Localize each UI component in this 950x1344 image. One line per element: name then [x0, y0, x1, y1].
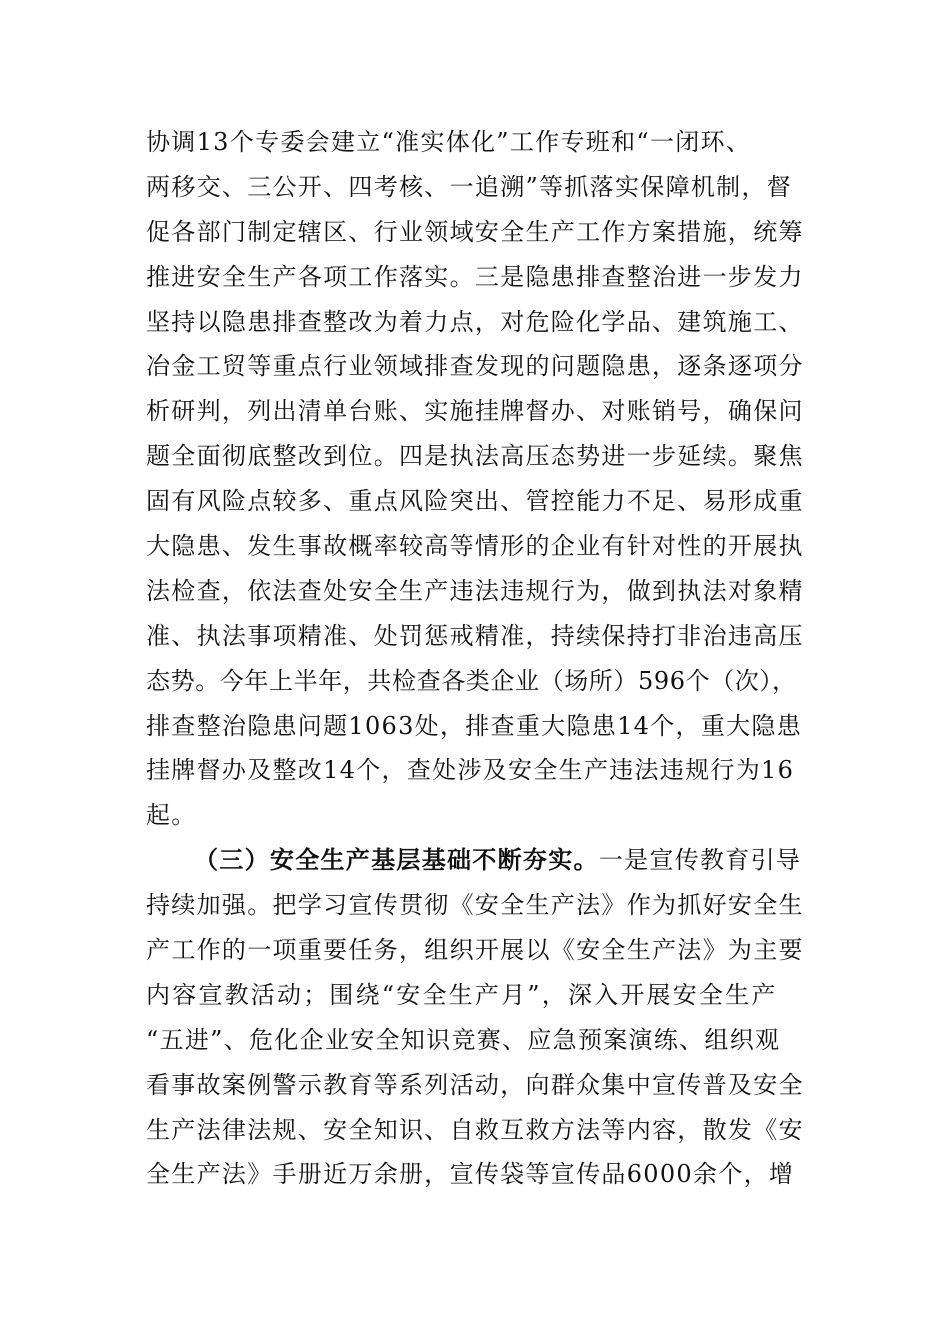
paragraph-line: 持续加强。把学习宣传贯彻《安全生产法》作为抓好安全生 — [146, 891, 804, 920]
paragraph-line: 准、执法事项精准、处罚惩戒精准，持续保持打非治违高压 — [146, 621, 804, 650]
paragraph-line: 题全面彻底整改到位。四是执法高压态势进一步延续。聚焦 — [146, 442, 804, 471]
paragraph-line: 固有风险点较多、重点风险突出、管控能力不足、易形成重 — [146, 487, 804, 516]
paragraph-line: 大隐患、发生事故概率较高等情形的企业有针对性的开展执 — [146, 532, 804, 561]
document-body — [146, 120, 830, 1197]
section-heading-line — [146, 838, 830, 883]
paragraph-line: 内容宣教活动；围绕“安全生产月”，深入开展安全生产 — [146, 980, 778, 1009]
section-heading-continuation: 一是宣传教育引导 — [598, 846, 802, 875]
paragraph-line: 推进安全生产各项工作落实。三是隐患排查整治进一步发力 — [146, 262, 804, 291]
paragraph-line: 促各部门制定辖区、行业领域安全生产工作方案措施，统筹 — [146, 217, 804, 246]
paragraph-line: 冶金工贸等重点行业领域排查发现的问题隐患，逐条逐项分 — [146, 352, 804, 381]
paragraph-line: 看事故案例警示教育等系列活动，向群众集中宣传普及安全 — [146, 1070, 804, 1099]
paragraph-line: 排查整治隐患问题1063处，排查重大隐患14个，重大隐患 — [146, 711, 803, 740]
paragraph-line: “五进”、危化企业安全知识竞赛、应急预案演练、组织观 — [146, 1025, 781, 1054]
paragraph-line: 法检查，依法查处安全生产违法违规行为，做到执法对象精 — [146, 576, 804, 605]
paragraph-line: 坚持以隐患排查整改为着力点，对危险化学品、建筑施工、 — [146, 307, 804, 336]
paragraph-line: 两移交、三公开、四考核、一追溯”等抓落实保障机制，督 — [146, 172, 793, 201]
paragraph-line: 态势。今年上半年，共检查各类企业（场所）596个（次）， — [146, 666, 797, 695]
paragraph-line: 起。 — [146, 801, 197, 830]
section-heading: （三）安全生产基层基础不断夯实。 — [194, 845, 599, 875]
paragraph-line: 挂牌督办及整改14个，查处涉及安全生产违法违规行为16 — [146, 756, 795, 785]
paragraph-line: 全生产法》手册近万余册，宣传袋等宣传品6000余个，增 — [146, 1160, 795, 1189]
paragraph-line: 产工作的一项重要任务，组织开展以《安全生产法》为主要 — [146, 936, 804, 965]
paragraph-line: 协调13个专委会建立“准实体化”工作专班和“一闭环、 — [146, 128, 752, 156]
paragraph-line: 析研判，列出清单台账、实施挂牌督办、对账销号，确保问 — [146, 397, 804, 426]
paragraph-line: 生产法律法规、安全知识、自救互救方法等内容，散发《安 — [146, 1115, 804, 1144]
